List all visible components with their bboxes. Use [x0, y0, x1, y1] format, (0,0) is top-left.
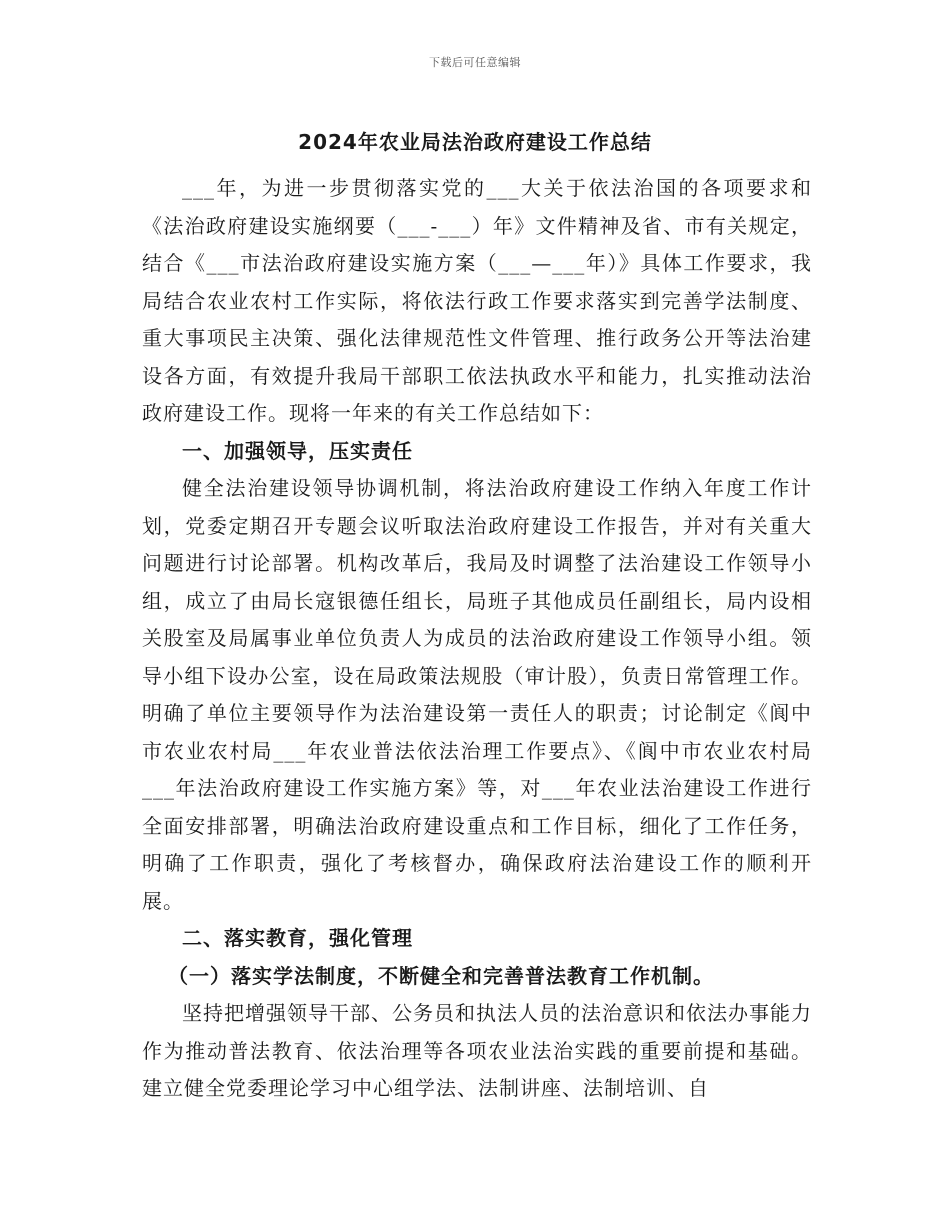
- document-body: [142, 170, 812, 1108]
- page-header-note: 下载后可任意编辑: [429, 56, 521, 69]
- section-heading-1: 一、加强领导，压实责任: [182, 438, 413, 463]
- subsection-heading-2-1: （一）落实学法制度，不断健全和完善普法教育工作机制。: [168, 963, 714, 988]
- section-1-paragraph: 健全法治建设领导协调机制，将法治政府建设工作纳入年度工作计划，党委定期召开专题会议听取法治政府建设工作报告，并对有关重大问题进行讨论部署。机构改革后，我局及时调整了法治建设工作领导小组，成立了由局长寇银德任组长，局班子其他成员任副组长，局内设相关股室及局属事业单位负责人为成员的法治政府建设工作领导小组。领导小组下设办公室，设在局政策法规股（审计股），负责日常管理工作。明确了单位主要领导作为法治建设第一责任人的职责；讨论制定《阆中市农业农村局___年农业普法依法治理工作要点》、《阆中市农业农村局___年法治政府建设工作实施方案》等，对___年农业法治建设工作进行全面安排部署，明确法治政府建设重点和工作目标，细化了工作任务，明确了工作职责，强化了考核督办，确保政府法治建设工作的顺利开展。: [142, 476, 812, 913]
- section-heading-2: 二、落实教育，强化管理: [182, 926, 413, 950]
- intro-paragraph: ___年，为进一步贯彻落实党的___大关于依法治国的各项要求和《法治政府建设实施纲要（___-___）年》文件精神及省、市有关规定，结合《___市法治政府建设实施方案（___—___年）》具体工作要求，我局结合农业农村工作实际，将依法行政工作要求落实到完善学法制度、重大事项民主决策、强化法律规范性文件管理、推行政务公开等法治建设各方面，有效提升我局干部职工依法执政水平和能力，扎实推动法治政府建设工作。现将一年来的有关工作总结如下：: [142, 176, 812, 425]
- subsection-2-1-paragraph: 坚持把增强领导干部、公务员和执法人员的法治意识和依法办事能力作为推动普法教育、依法治理等各项农业法治实践的重要前提和基础。建立健全党委理论学习中心组学法、法制讲座、法制培训、自: [142, 1001, 812, 1100]
- document-title: 2024年农业局法治政府建设工作总结: [298, 130, 652, 154]
